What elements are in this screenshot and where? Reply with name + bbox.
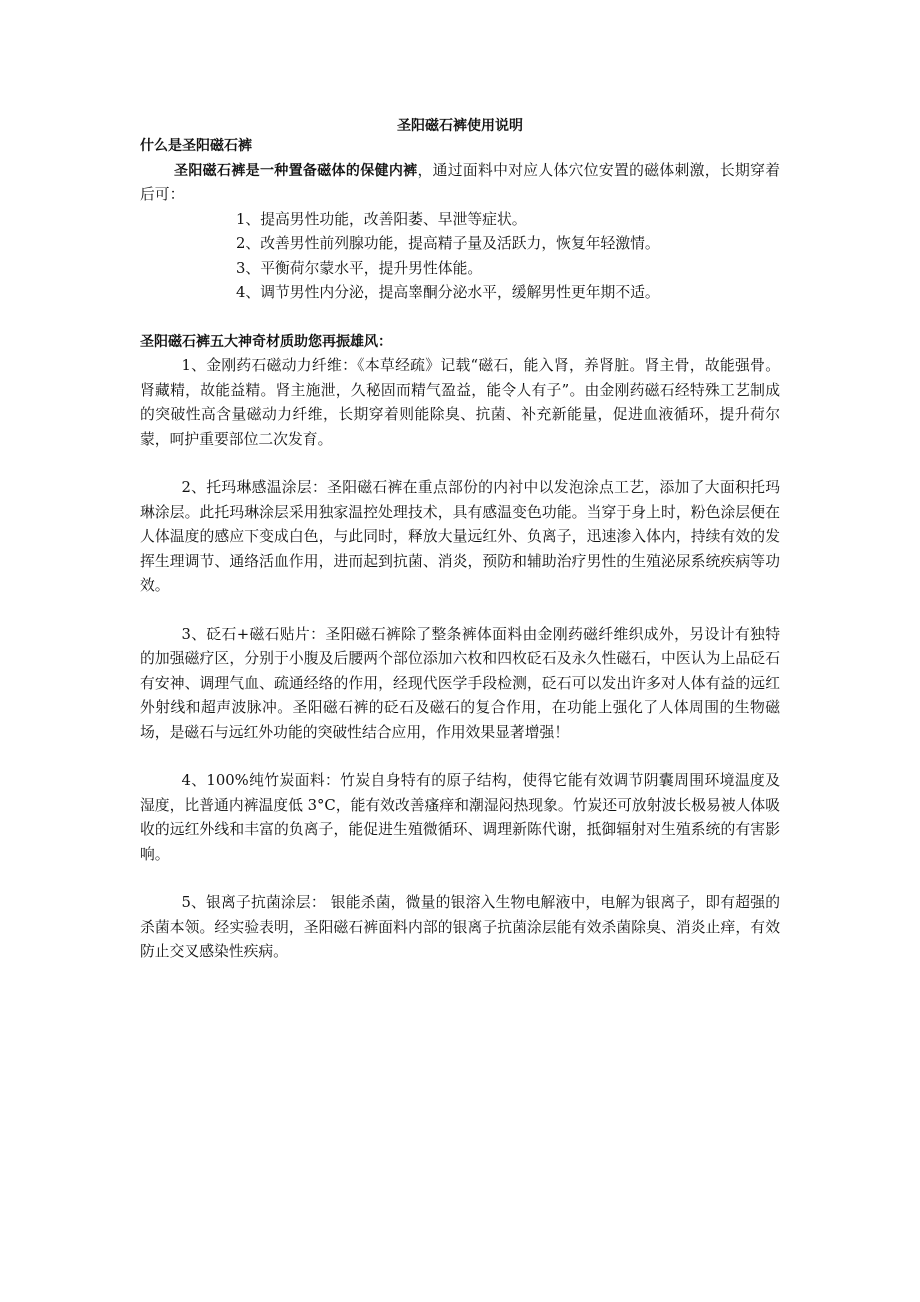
list-item: 1、提高男性功能，改善阳萎、早泄等症状。 [236, 210, 527, 228]
section1-intro-rest: ，通过面料中对应人体穴位安置的磁体刺激，长期穿着后可： [140, 161, 780, 203]
spacer [140, 599, 780, 623]
document-body [140, 134, 780, 965]
material-paragraph-2: 2、托玛琳感温涂层：圣阳磁石裤在重点部份的内衬中以发泡涂点工艺，添加了大面积托玛琳涂层。此托玛琳涂层采用独家温控处理技术，具有感温变色功能。当穿于身上时，粉色涂层便在人体温度的感应下变成白色，与此同时，释放大量远红外、负离子，迅速渗入体内，持续有效的发挥生理调节、通络活血作用，进而起到抗菌、消炎，预防和辅助治疗男性的生殖泌尿系统疾病等功效。 [140, 479, 780, 594]
material-paragraph-1: 1、金刚药石磁动力纤维：《本草经疏》记载“磁石，能入肾，养肾脏。肾主骨，故能强骨。肾藏精，故能益精。肾主施泄，久秘固而精气盈益，能令人有子”。由金刚药磁石经特殊工艺制成的突破性高含量磁动力纤维，长期穿着则能除臭、抗菌、补充新能量，促进血液循环，提升荷尔蒙，呵护重要部位二次发育。 [140, 357, 780, 448]
benefits-list [140, 208, 780, 306]
list-item: 2、改善男性前列腺功能，提高精子量及活跃力，恢复年轻激情。 [236, 235, 660, 252]
list-item: 3、平衡荷尔蒙水平，提升男性体能。 [236, 259, 483, 277]
list-item: 4、调节男性内分泌，提高睾酮分泌水平，缓解男性更年期不适。 [236, 284, 660, 301]
material-paragraph-4: 4、100%纯竹炭面料：竹炭自身特有的原子结构，使得它能有效调节阴囊周围环境温度及湿度，比普通内裤温度低 3°C，能有效改善瘙痒和潮湿闷热现象。竹炭还可放射波长极易被人体吸收的远红外线和丰富的负离子，能促进生殖微循环、调理新陈代谢，抵御辐射对生殖系统的有害影响。 [140, 772, 780, 863]
section2-heading: 圣阳磁石裤五大神奇材质助您再振雄风： [140, 333, 392, 350]
document-title: 圣阳磁石裤使用说明 [397, 118, 523, 134]
spacer [140, 745, 780, 769]
section1-intro-bold: 圣阳磁石裤是一种置备磁体的保健内裤 [174, 162, 418, 179]
material-paragraph-5: 5、银离子抗菌涂层： 银能杀菌，微量的银溶入生物电解液中，电解为银离子，即有超强的杀菌本领。经实验表明，圣阳磁石裤面料内部的银离子抗菌涂层能有效杀菌除臭、消炎止痒，有效防止交叉感染性疾病。 [140, 894, 780, 960]
spacer [140, 452, 780, 476]
spacer [140, 306, 780, 330]
material-paragraph-3: 3、砭石+磁石贴片：圣阳磁石裤除了整条裤体面料由金刚药磁纤维织成外，另设计有独特的加强磁疗区，分别于小腹及后腰两个部位添加六枚和四枚砭石及永久性磁石，中医认为上品砭石有安神、调理气血、疏通经络的作用，经现代医学手段检测，砭石可以发出许多对人体有益的远红外射线和超声波脉冲。圣阳磁石裤的砭石及磁石的复合作用，在功能上强化了人体周围的生物磁场，是磁石与远红外功能的突破性结合应用，作用效果显著增强！ [140, 625, 780, 741]
section1-intro [140, 159, 780, 208]
spacer [140, 867, 780, 891]
section1-heading: 什么是圣阳磁石裤 [140, 138, 252, 154]
